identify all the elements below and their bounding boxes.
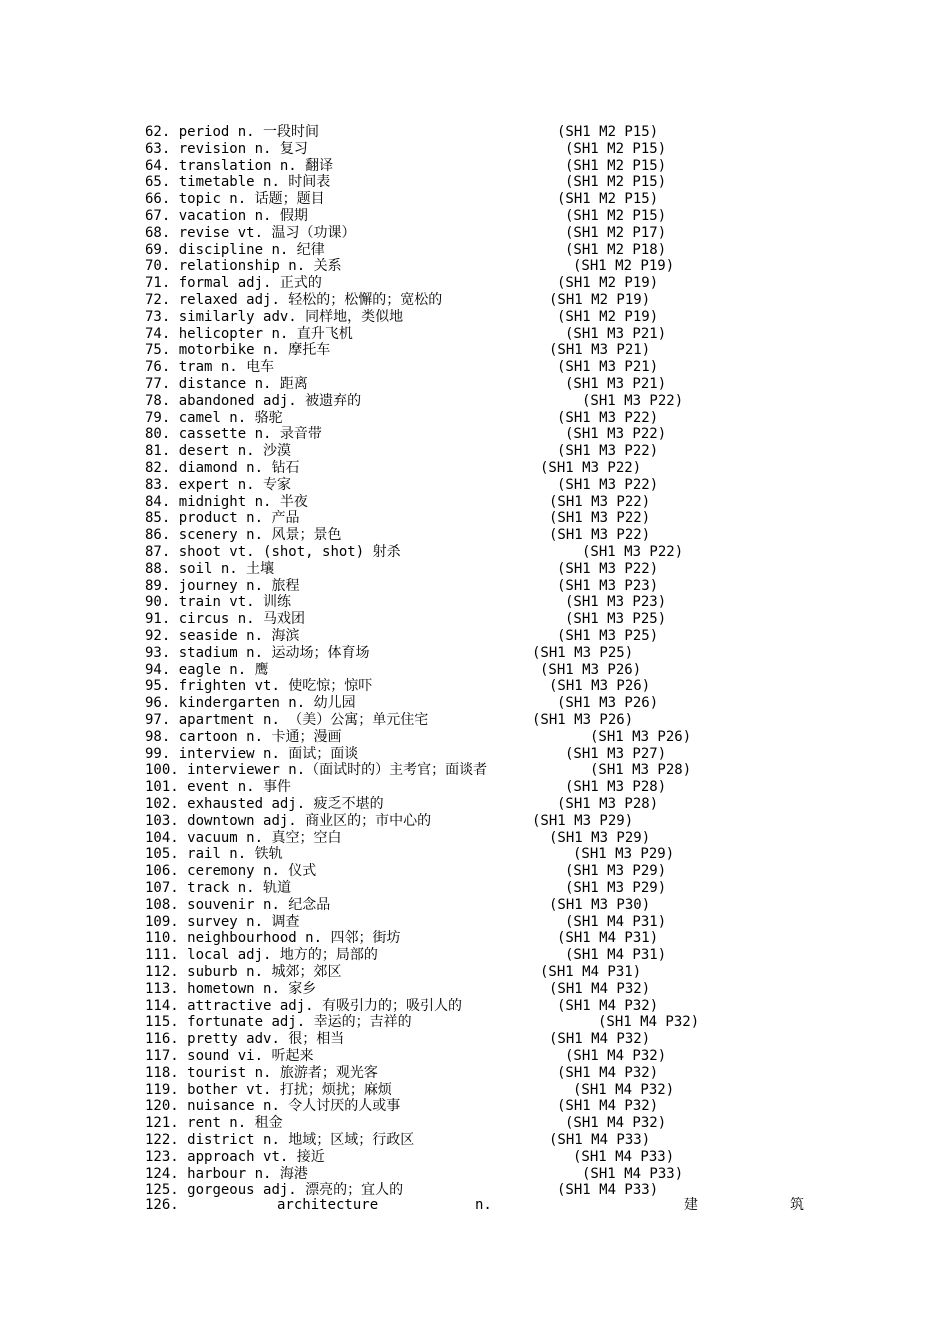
vocabulary-entry bbox=[145, 830, 341, 847]
entry-reference: (SH1 M3 P22) bbox=[549, 510, 651, 526]
vocabulary-entry bbox=[145, 645, 369, 662]
entry-text: shoot vt. (shot, shot) 射杀 bbox=[178, 544, 401, 560]
entry-number: 101. bbox=[145, 779, 179, 795]
entry-number: 75. bbox=[145, 342, 171, 358]
vocabulary-entry bbox=[145, 846, 283, 863]
entry-text: cassette n. 录音带 bbox=[178, 426, 322, 442]
entry-reference: (SH1 M2 P15) bbox=[565, 208, 667, 224]
entry-number: 81. bbox=[145, 443, 171, 459]
entry-number: 90. bbox=[145, 594, 171, 610]
entry-number: 115. bbox=[145, 1014, 179, 1030]
entry-reference: (SH1 M2 P15) bbox=[565, 141, 667, 157]
entry-number: 108. bbox=[145, 897, 179, 913]
vocabulary-entry bbox=[145, 242, 325, 259]
entry-number: 67. bbox=[145, 208, 171, 224]
entry-reference: (SH1 M2 P19) bbox=[549, 292, 651, 308]
entry-reference: (SH1 M4 P32) bbox=[557, 1098, 659, 1114]
entry-reference: (SH1 M4 P32) bbox=[565, 1048, 667, 1064]
entry-reference: (SH1 M4 P32) bbox=[565, 1115, 667, 1131]
entry-number: 122. bbox=[145, 1132, 179, 1148]
entry-number: 102. bbox=[145, 796, 179, 812]
vocabulary-entry bbox=[145, 594, 291, 611]
entry-text: scenery n. 风景；景色 bbox=[178, 527, 342, 543]
entry-reference: (SH1 M2 P19) bbox=[557, 309, 659, 325]
entry-reference: (SH1 M4 P31) bbox=[557, 930, 659, 946]
entry-number: 82. bbox=[145, 460, 171, 476]
vocabulary-entry bbox=[145, 998, 462, 1015]
entry-reference: (SH1 M3 P22) bbox=[582, 544, 684, 560]
entry-reference: (SH1 M4 P33) bbox=[549, 1132, 651, 1148]
entry-reference: (SH1 M2 P15) bbox=[557, 124, 659, 140]
vocabulary-entry bbox=[145, 1048, 313, 1065]
entry-number: 105. bbox=[145, 846, 179, 862]
entry-reference: (SH1 M3 P25) bbox=[565, 611, 667, 627]
entry-number: 98. bbox=[145, 729, 171, 745]
entry-number: 123. bbox=[145, 1149, 179, 1165]
entry-reference: (SH1 M3 P21) bbox=[549, 342, 651, 358]
entry-number: 80. bbox=[145, 426, 171, 442]
entry-reference: (SH1 M4 P32) bbox=[557, 998, 659, 1014]
entry-number: 69. bbox=[145, 242, 171, 258]
entry-text: hometown n. 家乡 bbox=[187, 981, 317, 997]
vocabulary-entry bbox=[145, 746, 358, 763]
vocabulary-entry bbox=[145, 510, 299, 527]
entry-reference: (SH1 M2 P19) bbox=[573, 258, 675, 274]
vocabulary-entry bbox=[145, 813, 431, 830]
vocabulary-entry bbox=[145, 1014, 412, 1031]
entry-text: helicopter n. 直升飞机 bbox=[178, 326, 353, 342]
entry-text: eagle n. 鹰 bbox=[178, 662, 269, 678]
vocabulary-entry bbox=[145, 258, 342, 275]
vocabulary-entry bbox=[145, 678, 372, 695]
entry-reference: (SH1 M2 P15) bbox=[565, 158, 667, 174]
vocabulary-entry bbox=[145, 1065, 378, 1082]
entry-text: topic n. 话题；题目 bbox=[178, 191, 325, 207]
entry-reference: (SH1 M2 P15) bbox=[565, 174, 667, 190]
vocabulary-entry bbox=[145, 174, 330, 191]
entry-text: approach vt. 接近 bbox=[187, 1149, 325, 1165]
vocabulary-entry bbox=[145, 1149, 325, 1166]
entry-reference: (SH1 M3 P22) bbox=[557, 443, 659, 459]
entry-number: 64. bbox=[145, 158, 171, 174]
vocabulary-entry bbox=[145, 124, 319, 141]
entry-reference: (SH1 M3 P26) bbox=[540, 662, 642, 678]
entry-text: kindergarten n. 幼儿园 bbox=[178, 695, 356, 711]
entry-number: 86. bbox=[145, 527, 171, 543]
vocabulary-entry bbox=[145, 443, 291, 460]
vocabulary-entry bbox=[145, 762, 487, 779]
entry-text: event n. 事件 bbox=[187, 779, 292, 795]
entry-text: fortunate adj. 幸运的；吉祥的 bbox=[187, 1014, 412, 1030]
entry-text: diamond n. 钻石 bbox=[178, 460, 300, 476]
entry-text: vacation n. 假期 bbox=[178, 208, 308, 224]
entry-text: similarly adv. 同样地，类似地 bbox=[178, 309, 404, 325]
entry-text: desert n. 沙漠 bbox=[178, 443, 292, 459]
entry-reference: (SH1 M4 P31) bbox=[565, 914, 667, 930]
entry-number: 96. bbox=[145, 695, 171, 711]
entry-number: 117. bbox=[145, 1048, 179, 1064]
vocabulary-entry bbox=[145, 1031, 344, 1048]
entry-reference: (SH1 M4 P32) bbox=[557, 1065, 659, 1081]
vocabulary-entry bbox=[145, 342, 330, 359]
vocabulary-entry bbox=[145, 1082, 392, 1099]
vocabulary-entry bbox=[145, 779, 291, 796]
entry-reference: (SH1 M3 P29) bbox=[532, 813, 634, 829]
entry-reference: (SH1 M3 P26) bbox=[557, 695, 659, 711]
entry-text: soil n. 土壤 bbox=[178, 561, 275, 577]
entry-number: 111. bbox=[145, 947, 179, 963]
vocabulary-entry bbox=[145, 158, 333, 175]
entry-reference: (SH1 M3 P22) bbox=[557, 477, 659, 493]
entry-reference: (SH1 M3 P22) bbox=[565, 426, 667, 442]
vocabulary-entry bbox=[145, 527, 341, 544]
entry-text: revision n. 复习 bbox=[178, 141, 308, 157]
vocabulary-entry bbox=[145, 964, 341, 981]
entry-reference: (SH1 M3 P21) bbox=[557, 359, 659, 375]
vocabulary-entry bbox=[145, 326, 353, 343]
entry-number: 62. bbox=[145, 124, 171, 140]
entry-reference: (SH1 M2 P15) bbox=[557, 191, 659, 207]
entry-text: train vt. 训练 bbox=[178, 594, 292, 610]
entry-reference: (SH1 M3 P26) bbox=[549, 678, 651, 694]
entry-text: exhausted adj. 疲乏不堪的 bbox=[187, 796, 384, 812]
entry-reference: (SH1 M3 P28) bbox=[565, 779, 667, 795]
entry-text: rent n. 租金 bbox=[187, 1115, 283, 1131]
vocabulary-entry bbox=[145, 141, 308, 158]
vocabulary-entry bbox=[145, 309, 403, 326]
entry-number: 116. bbox=[145, 1031, 179, 1047]
entry-number: 79. bbox=[145, 410, 171, 426]
vocabulary-entry bbox=[145, 225, 355, 242]
entry-text: relationship n. 关系 bbox=[178, 258, 342, 274]
entry-text: relaxed adj. 轻松的；松懈的；宽松的 bbox=[178, 292, 443, 308]
entry-reference: (SH1 M3 P21) bbox=[565, 376, 667, 392]
entry-text: timetable n. 时间表 bbox=[178, 174, 331, 190]
entry-text: cartoon n. 卡通；漫画 bbox=[178, 729, 342, 745]
entry-text: pretty adv. 很；相当 bbox=[187, 1031, 345, 1047]
entry-text: revise vt. 温习（功课） bbox=[178, 225, 356, 241]
entry-number: 124. bbox=[145, 1166, 179, 1182]
entry-number: 87. bbox=[145, 544, 171, 560]
entry-number: 66. bbox=[145, 191, 171, 207]
entry-number: 112. bbox=[145, 964, 179, 980]
entry-text: district n. 地域；区域；行政区 bbox=[187, 1132, 415, 1148]
entry-number: 65. bbox=[145, 174, 171, 190]
entry-reference: (SH1 M3 P27) bbox=[565, 746, 667, 762]
vocabulary-entry bbox=[145, 662, 269, 679]
entry-number: 107. bbox=[145, 880, 179, 896]
entry-reference: (SH1 M4 P33) bbox=[573, 1149, 675, 1165]
entry-number: 125. bbox=[145, 1182, 179, 1198]
entry-text: downtown adj. 商业区的；市中心的 bbox=[187, 813, 432, 829]
entry-reference: (SH1 M2 P19) bbox=[557, 275, 659, 291]
entry-reference: (SH1 M3 P30) bbox=[549, 897, 651, 913]
entry-text: midnight n. 半夜 bbox=[178, 494, 308, 510]
entry-number: 118. bbox=[145, 1065, 179, 1081]
vocabulary-entry bbox=[145, 393, 361, 410]
entry-reference: (SH1 M4 P33) bbox=[582, 1166, 684, 1182]
entry-text: souvenir n. 纪念品 bbox=[187, 897, 331, 913]
entry-number: 88. bbox=[145, 561, 171, 577]
entry-reference: (SH1 M4 P31) bbox=[565, 947, 667, 963]
vocabulary-entry bbox=[145, 208, 308, 225]
entry-reference: (SH1 M4 P33) bbox=[557, 1182, 659, 1198]
vocabulary-entry bbox=[145, 863, 316, 880]
entry-reference: (SH1 M3 P22) bbox=[549, 494, 651, 510]
entry-number: 110. bbox=[145, 930, 179, 946]
vocabulary-entry bbox=[145, 914, 299, 931]
vocabulary-entry bbox=[145, 1098, 400, 1115]
vocabulary-entry bbox=[145, 426, 322, 443]
vocabulary-entry bbox=[145, 410, 283, 427]
entry-number: 72. bbox=[145, 292, 171, 308]
vocabulary-entry bbox=[145, 1115, 283, 1132]
entry-number: 89. bbox=[145, 578, 171, 594]
entry-text: seaside n. 海滨 bbox=[178, 628, 300, 644]
entry-number: 70. bbox=[145, 258, 171, 274]
entry-reference: (SH1 M3 P22) bbox=[557, 410, 659, 426]
entry-text: attractive adj. 有吸引力的；吸引人的 bbox=[187, 998, 463, 1014]
entry-text: formal adj. 正式的 bbox=[178, 275, 322, 291]
entry-number: 77. bbox=[145, 376, 171, 392]
vocabulary-entry bbox=[145, 897, 330, 914]
entry-text: discipline n. 纪律 bbox=[178, 242, 325, 258]
entry-text: circus n. 马戏团 bbox=[178, 611, 306, 627]
entry-number: 63. bbox=[145, 141, 171, 157]
vocabulary-entry bbox=[145, 729, 341, 746]
vocabulary-entry bbox=[145, 695, 356, 712]
entry-reference: (SH1 M3 P23) bbox=[565, 594, 667, 610]
entry-text: journey n. 旅程 bbox=[178, 578, 300, 594]
vocabulary-entry bbox=[145, 712, 428, 729]
entry-text: period n. 一段时间 bbox=[178, 124, 320, 140]
entry-number: 113. bbox=[145, 981, 179, 997]
entry-text: interviewer n.（面试时的）主考官；面谈者 bbox=[187, 762, 488, 778]
vocabulary-entry bbox=[145, 628, 299, 645]
vocabulary-entry bbox=[145, 460, 299, 477]
vocabulary-entry bbox=[145, 544, 401, 561]
entry-number: 103. bbox=[145, 813, 179, 829]
entry-text: apartment n. （美）公寓；单元住宅 bbox=[178, 712, 429, 728]
vocabulary-entry bbox=[145, 611, 305, 628]
entry-number: 104. bbox=[145, 830, 179, 846]
vocabulary-entry bbox=[145, 494, 308, 511]
entry-text: bother vt. 打扰；烦扰；麻烦 bbox=[187, 1082, 392, 1098]
entry-number: 78. bbox=[145, 393, 171, 409]
entry-number: 120. bbox=[145, 1098, 179, 1114]
entry-reference: (SH1 M3 P23) bbox=[557, 578, 659, 594]
vocabulary-entry bbox=[145, 359, 274, 376]
entry-number: 93. bbox=[145, 645, 171, 661]
entry-number: 121. bbox=[145, 1115, 179, 1131]
vocabulary-entry bbox=[145, 477, 291, 494]
vocabulary-entry bbox=[145, 1166, 308, 1183]
entry-number: 83. bbox=[145, 477, 171, 493]
entry-number: 97. bbox=[145, 712, 171, 728]
entry-text: translation n. 翻译 bbox=[178, 158, 334, 174]
vocabulary-entry bbox=[145, 880, 291, 897]
entry-number: 71. bbox=[145, 275, 171, 291]
entry-text: expert n. 专家 bbox=[178, 477, 292, 493]
entry-text: neighbourhood n. 四邻；街坊 bbox=[187, 930, 401, 946]
entry-reference: (SH1 M4 P32) bbox=[573, 1082, 675, 1098]
entry-text: tourist n. 旅游者；观光客 bbox=[187, 1065, 378, 1081]
entry-number: 74. bbox=[145, 326, 171, 342]
entry-reference: (SH1 M3 P25) bbox=[557, 628, 659, 644]
entry-reference: (SH1 M3 P25) bbox=[532, 645, 634, 661]
entry-number: 73. bbox=[145, 309, 171, 325]
vocabulary-entry bbox=[145, 947, 378, 964]
entry-reference: (SH1 M3 P29) bbox=[565, 880, 667, 896]
entry-reference: (SH1 M4 P32) bbox=[549, 1031, 651, 1047]
entry-number: 84. bbox=[145, 494, 171, 510]
entry-reference: (SH1 M3 P22) bbox=[557, 561, 659, 577]
entry-126-word: architecture bbox=[277, 1197, 379, 1213]
entry-number: 119. bbox=[145, 1082, 179, 1098]
entry-number: 94. bbox=[145, 662, 171, 678]
entry-text: harbour n. 海港 bbox=[187, 1166, 308, 1182]
entry-reference: (SH1 M4 P32) bbox=[598, 1014, 700, 1030]
entry-text: camel n. 骆驼 bbox=[178, 410, 283, 426]
vocabulary-entry bbox=[145, 292, 442, 309]
entry-number: 68. bbox=[145, 225, 171, 241]
entry-reference: (SH1 M3 P22) bbox=[540, 460, 642, 476]
entry-reference: (SH1 M3 P26) bbox=[590, 729, 692, 745]
vocabulary-entry bbox=[145, 796, 384, 813]
entry-reference: (SH1 M3 P28) bbox=[557, 796, 659, 812]
entry-text: abandoned adj. 被遗弃的 bbox=[178, 393, 362, 409]
entry-text: survey n. 调查 bbox=[187, 914, 300, 930]
vocabulary-entry bbox=[145, 275, 322, 292]
entry-text: frighten vt. 使吃惊；惊吓 bbox=[178, 678, 373, 694]
entry-number: 76. bbox=[145, 359, 171, 375]
entry-reference: (SH1 M3 P28) bbox=[590, 762, 692, 778]
entry-number: 92. bbox=[145, 628, 171, 644]
entry-reference: (SH1 M3 P22) bbox=[549, 527, 651, 543]
entry-reference: (SH1 M3 P26) bbox=[532, 712, 634, 728]
vocabulary-entry bbox=[145, 578, 299, 595]
entry-number: 91. bbox=[145, 611, 171, 627]
entry-text: suburb n. 城郊；郊区 bbox=[187, 964, 342, 980]
entry-text: motorbike n. 摩托车 bbox=[178, 342, 331, 358]
entry-126-char-1: 建 bbox=[684, 1197, 698, 1213]
entry-text: interview n. 面试；面谈 bbox=[178, 746, 359, 762]
entry-number: 100. bbox=[145, 762, 179, 778]
entry-text: distance n. 距离 bbox=[178, 376, 308, 392]
entry-126-pos: n. bbox=[475, 1197, 492, 1213]
entry-text: ceremony n. 仪式 bbox=[187, 863, 317, 879]
entry-reference: (SH1 M3 P22) bbox=[582, 393, 684, 409]
vocabulary-entry bbox=[145, 1132, 414, 1149]
entry-text: local adj. 地方的；局部的 bbox=[187, 947, 378, 963]
entry-reference: (SH1 M2 P18) bbox=[565, 242, 667, 258]
vocabulary-entry bbox=[145, 376, 308, 393]
entry-reference: (SH1 M3 P29) bbox=[573, 846, 675, 862]
entry-number: 99. bbox=[145, 746, 171, 762]
entry-number: 106. bbox=[145, 863, 179, 879]
vocabulary-entry bbox=[145, 981, 316, 998]
entry-reference: (SH1 M4 P32) bbox=[549, 981, 651, 997]
entry-number: 114. bbox=[145, 998, 179, 1014]
entry-number: 85. bbox=[145, 510, 171, 526]
entry-reference: (SH1 M2 P17) bbox=[565, 225, 667, 241]
entry-number: 95. bbox=[145, 678, 171, 694]
vocabulary-entry bbox=[145, 930, 400, 947]
vocabulary-entry bbox=[145, 561, 274, 578]
entry-text: tram n. 电车 bbox=[178, 359, 275, 375]
entry-126-number: 126. bbox=[145, 1197, 179, 1213]
entry-reference: (SH1 M3 P21) bbox=[565, 326, 667, 342]
entry-text: rail n. 铁轨 bbox=[187, 846, 283, 862]
entry-number: 109. bbox=[145, 914, 179, 930]
entry-text: stadium n. 运动场；体育场 bbox=[178, 645, 370, 661]
entry-reference: (SH1 M3 P29) bbox=[549, 830, 651, 846]
entry-text: product n. 产品 bbox=[178, 510, 300, 526]
entry-text: vacuum n. 真空；空白 bbox=[187, 830, 342, 846]
entry-126-char-2: 筑 bbox=[790, 1197, 804, 1213]
entry-text: nuisance n. 令人讨厌的人或事 bbox=[187, 1098, 401, 1114]
entry-text: track n. 轨道 bbox=[187, 880, 292, 896]
entry-reference: (SH1 M4 P31) bbox=[540, 964, 642, 980]
vocabulary-entry bbox=[145, 191, 325, 208]
entry-reference: (SH1 M3 P29) bbox=[565, 863, 667, 879]
entry-text: sound vi. 听起来 bbox=[187, 1048, 314, 1064]
entry-text: gorgeous adj. 漂亮的；宜人的 bbox=[187, 1182, 404, 1198]
